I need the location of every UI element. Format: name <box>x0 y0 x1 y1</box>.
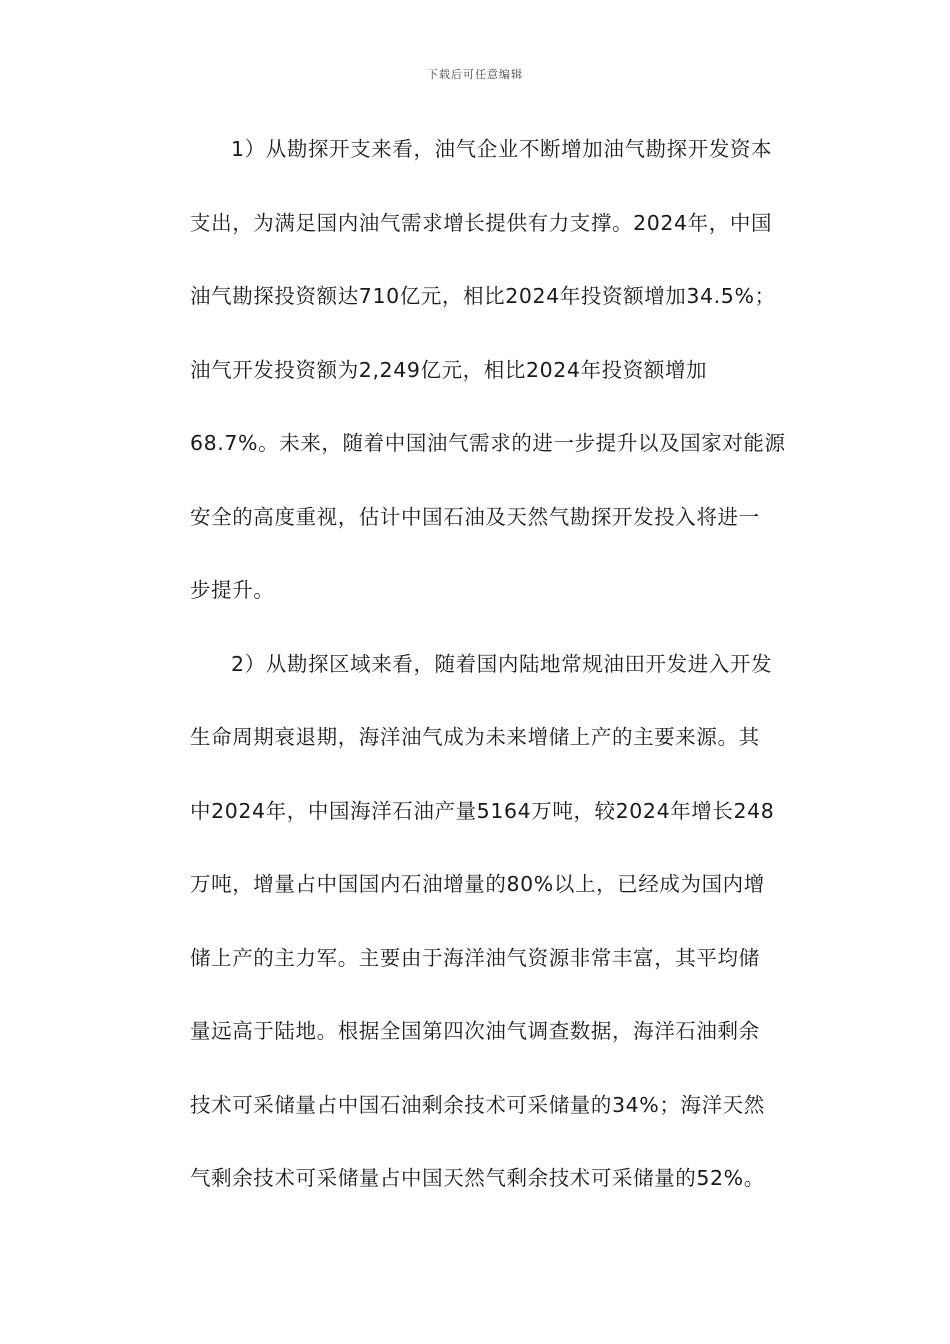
text-line: 安全的高度重视，估计中国石油及天然气勘探开发投入将进一 <box>190 504 760 529</box>
text-line: 储上产的主力军。主要由于海洋油气资源非常丰富，其平均储 <box>190 945 760 970</box>
page-header: 下载后可任意编辑 <box>427 68 523 81</box>
text-line: 68.7%。未来，随着中国油气需求的进一步提升以及国家对能源 <box>190 431 786 455</box>
text-line: 生命周期衰退期，海洋油气成为未来增储上产的主要来源。其 <box>190 725 760 749</box>
document-body <box>190 113 830 1216</box>
text-line: 支出，为满足国内油气需求增长提供有力支撑。2024年，中国 <box>190 210 773 235</box>
text-line: 油气勘探投资额达710亿元，相比2024年投资额增加34.5%； <box>190 284 776 308</box>
paragraph-exploration-spending <box>190 113 830 628</box>
paragraph-exploration-region <box>190 628 830 1216</box>
text-line: 气剩余技术可采储量占中国天然气剩余技术可采储量的52%。 <box>190 1166 765 1190</box>
text-line: 万吨，增量占中国国内石油增量的80%以上，已经成为国内增 <box>190 872 765 896</box>
text-line: 步提升。 <box>190 578 275 602</box>
text-line: 1）从勘探开支来看，油气企业不断增加油气勘探开发资本 <box>231 137 773 161</box>
text-line: 油气开发投资额为2,249亿元，相比2024年投资额增加 <box>190 357 708 382</box>
text-line: 量远高于陆地。根据全国第四次油气调查数据，海洋石油剩余 <box>190 1019 760 1043</box>
text-line: 2）从勘探区域来看，随着国内陆地常规油田开发进入开发 <box>231 651 773 676</box>
text-line: 技术可采储量占中国石油剩余技术可采储量的34%；海洋天然 <box>190 1092 765 1117</box>
text-line: 中2024年，中国海洋石油产量5164万吨，较2024年增长248 <box>190 798 775 823</box>
